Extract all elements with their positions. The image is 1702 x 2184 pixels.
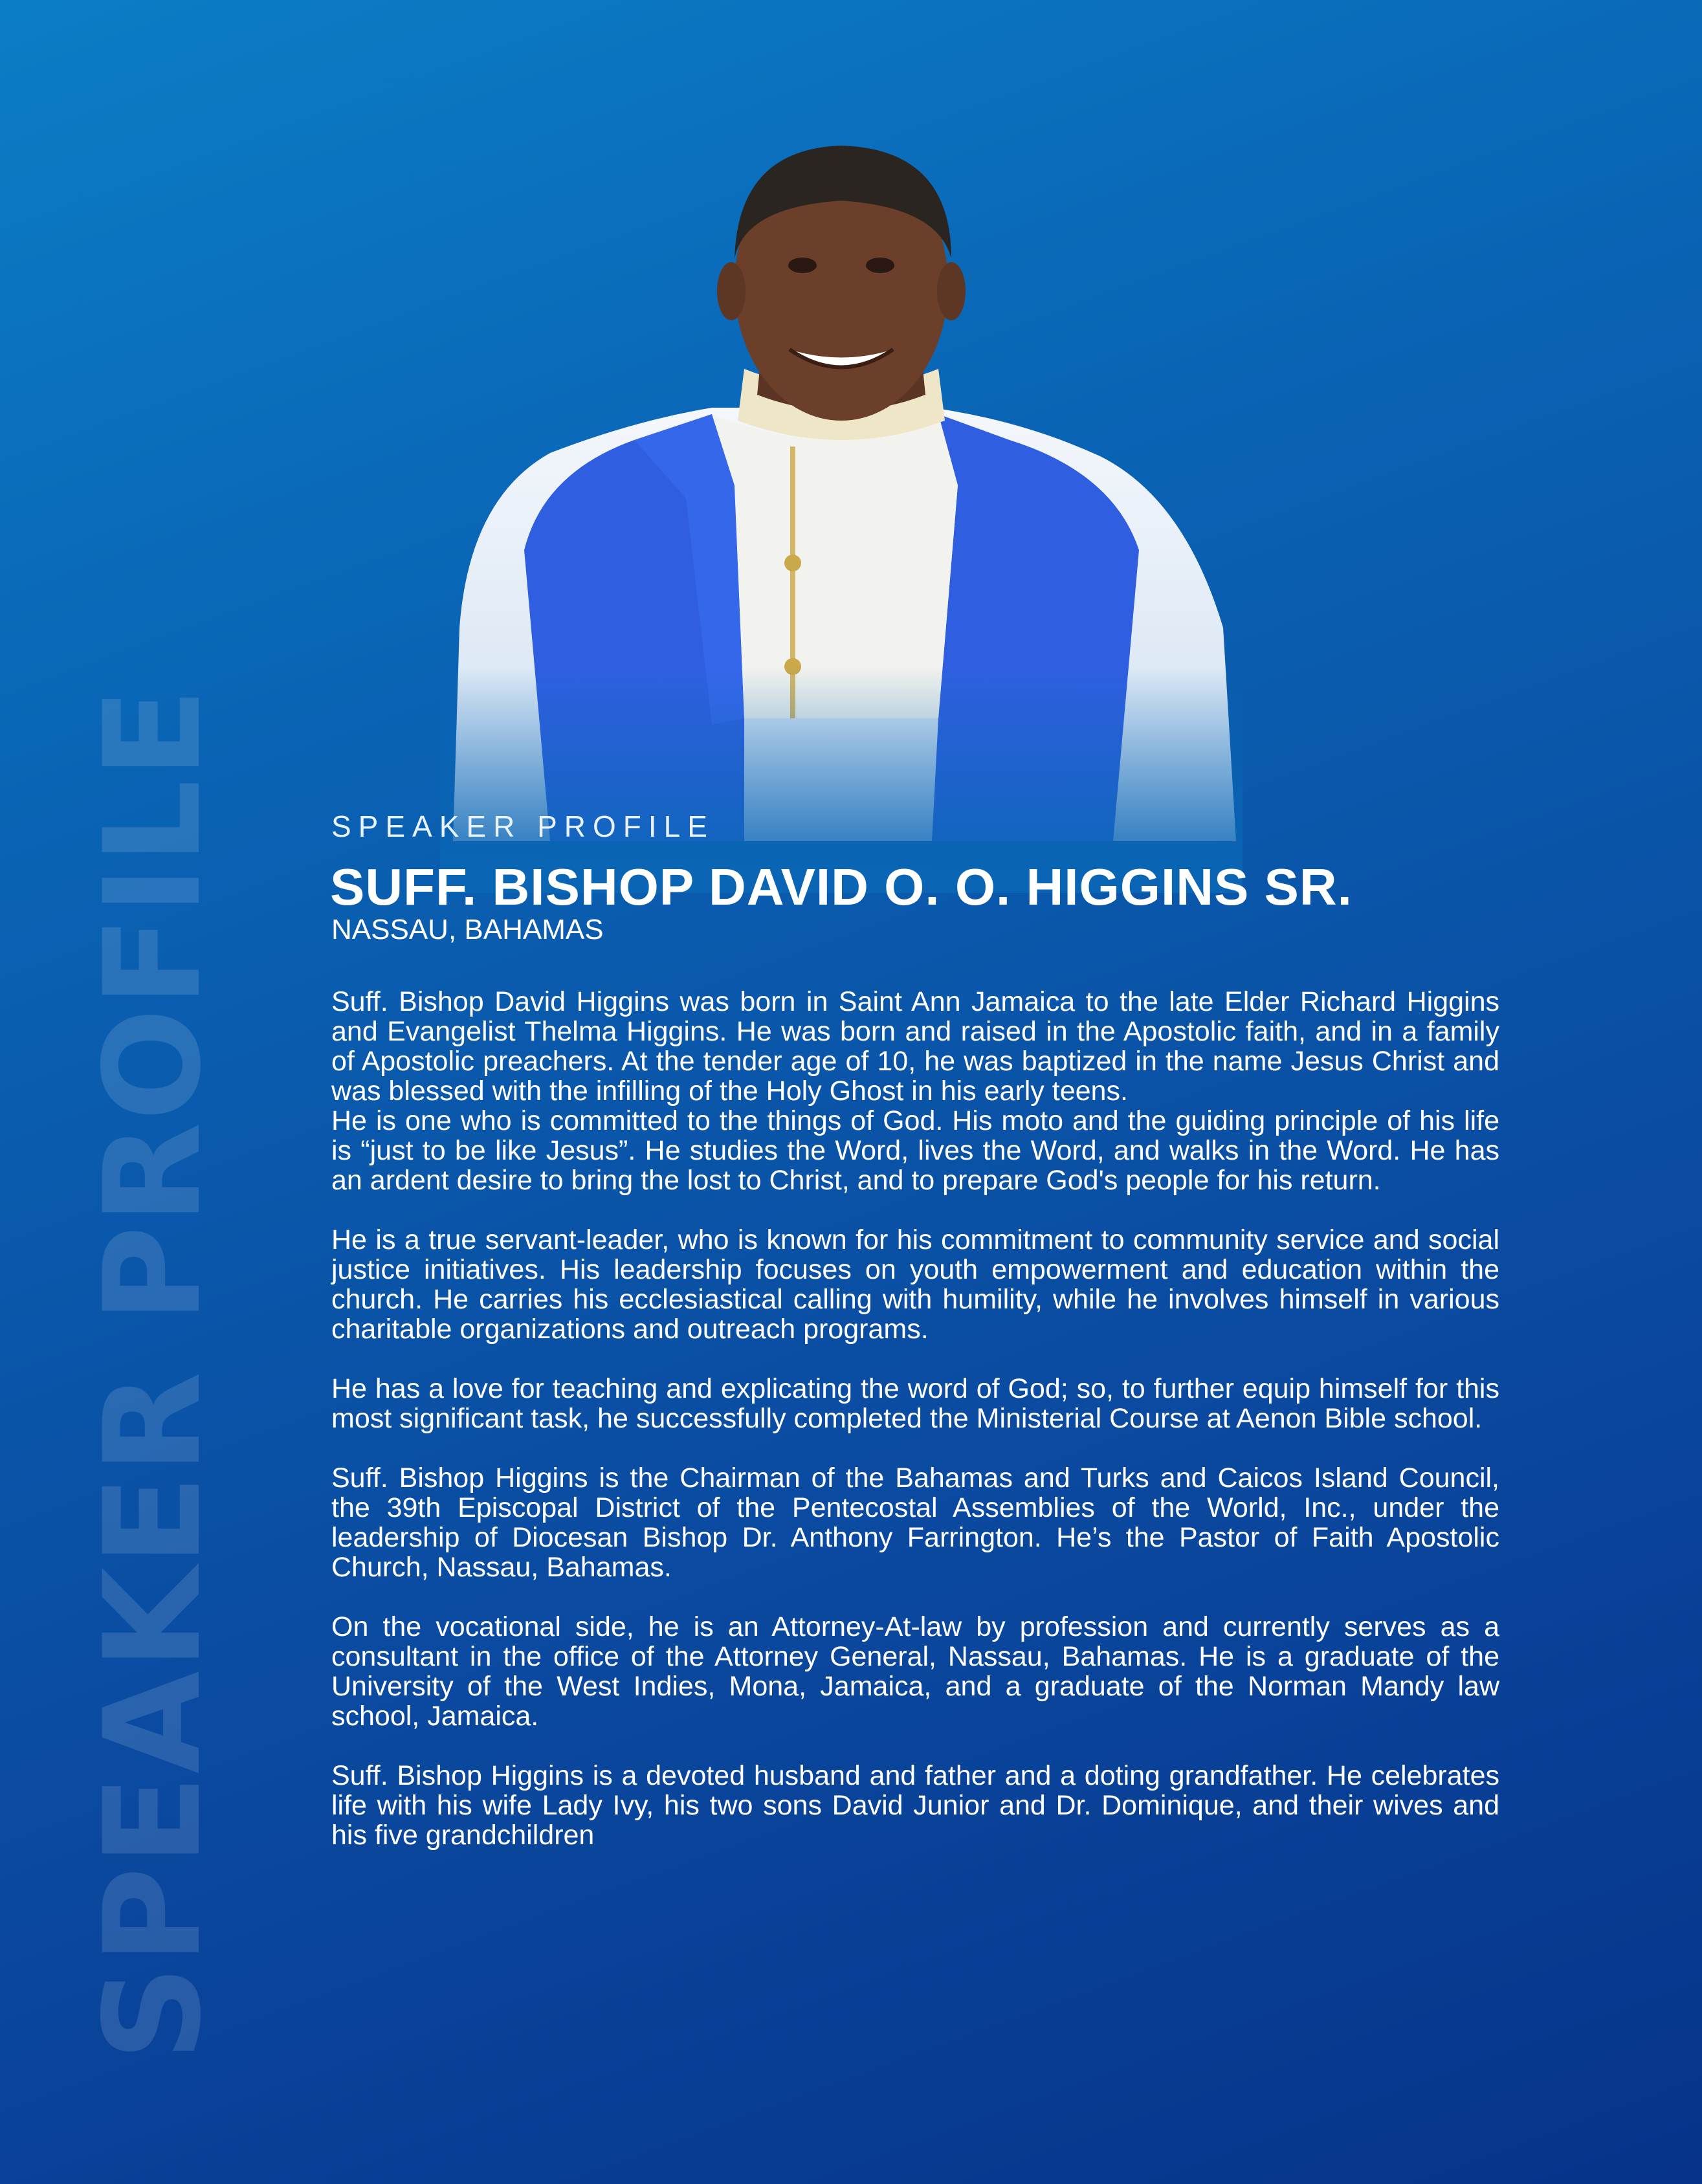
bio-paragraph: On the vocational side, he is an Attorney-At-law by profession and currently serves as a consultant in the office of the Attorney General, Nassau, Bahamas. He is a graduate of the University of the West Indies, Mona, Jamaica, and a graduate of the Norman Mandy law school, Jamaica. — [331, 1611, 1499, 1732]
bio-paragraph: Suff. Bishop Higgins is the Chairman of the Bahamas and Turks and Caicos Island Council, the 39th Episcopal District of the Pentecostal Assemblies of the World, Inc., under the leadership of Diocesan Bishop Dr. Anthony Farrington. He’s the Pastor of Faith Apostolic Church, Nassau, Bahamas. — [331, 1462, 1499, 1583]
bio-paragraph: He has a love for teaching and explicating the word of God; so, to further equip himself for this most significant task, he successfully completed the Ministerial Course at Aenon Bible school. — [331, 1373, 1499, 1434]
speaker-name: SUFF. BISHOP DAVID O. O. HIGGINS SR. — [330, 858, 1353, 916]
bio-paragraph: He is one who is committed to the things of God. His moto and the guiding principle of his life is “just to be like Jesus”. He studies the Word, lives the Word, and walks in the Word. He has an ardent desire to bring the lost to Christ, and to prepare God's people for his return. — [331, 1105, 1499, 1196]
speaker-location: NASSAU, BAHAMAS — [331, 914, 604, 945]
bio-paragraph: Suff. Bishop Higgins is a devoted husband and father and a doting grandfather. He celebrates life with his wife Lady Ivy, his two sons David Junior and Dr. Dominique, and their wives and his five grandchildren — [331, 1760, 1499, 1851]
bio-paragraph: He is a true servant-leader, who is known for his commitment to community service and social justice initiatives. His leadership focuses on youth empowerment and education within the church. He carries his ecclesiastical calling with humility, while he involves himself in various charitable organizations and outreach programs. — [331, 1224, 1499, 1345]
speaker-profile-watermark: SPEAKER PROFILE — [76, 686, 230, 2061]
bio-paragraph: Suff. Bishop David Higgins was born in Saint Ann Jamaica to the late Elder Richard Higgins and Evangelist Thelma Higgins. He was born and raised in the Apostolic faith, and in a family of Apostolic preachers. At the tender age of 10, he was baptized in the name Jesus Christ and was blessed with the infilling of the Holy Ghost in his early teens. — [331, 986, 1499, 1107]
speaker-portrait — [440, 136, 1243, 893]
speaker-biography — [331, 987, 1499, 1880]
section-eyebrow: SPEAKER PROFILE — [331, 810, 714, 843]
